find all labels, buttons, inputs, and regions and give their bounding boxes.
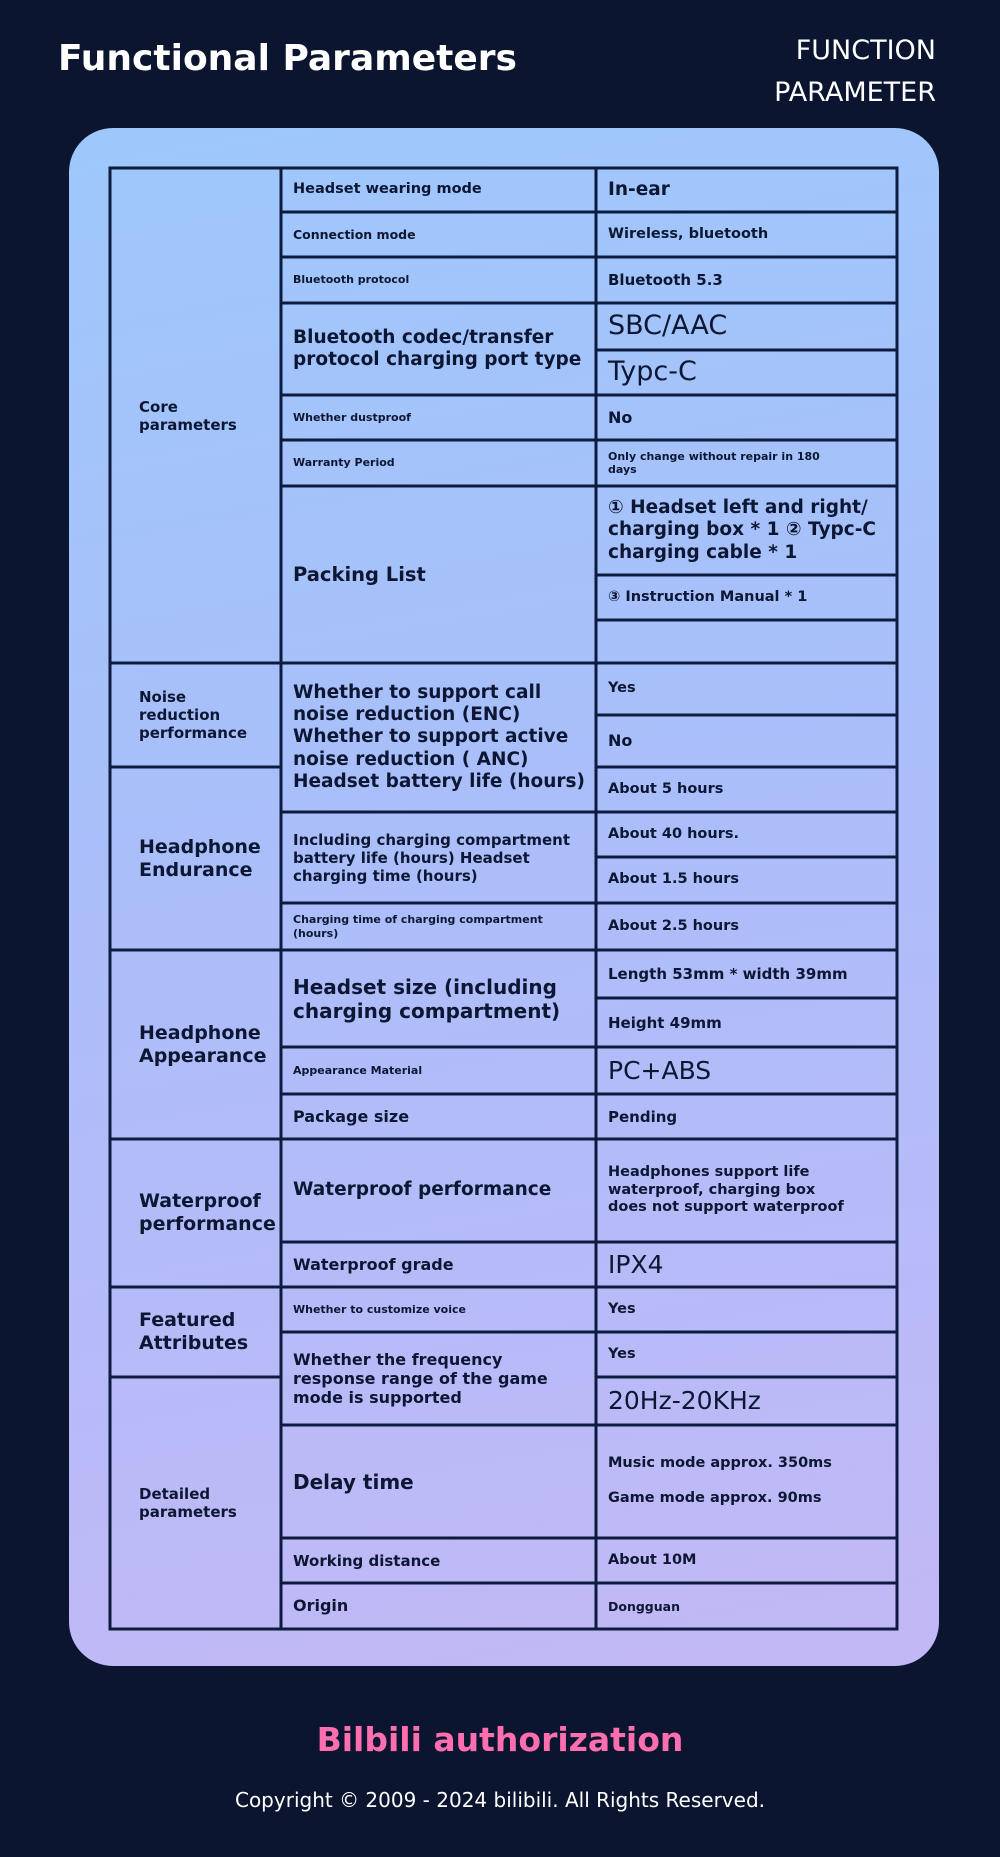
value-waterproof-performance: Headphones support life waterproof, charging box does not support waterproof [608,1164,844,1216]
value-working-distance: About 10M [608,1551,697,1568]
value-enc-support: Yes [608,680,636,697]
param-codec-port: Bluetooth codec/transfer protocol charging port type [293,326,582,370]
param-waterproof-performance: Waterproof performance [293,1179,552,1201]
param-waterproof-grade: Waterproof grade [293,1254,454,1274]
param-delay-time: Delay time [293,1469,414,1494]
param-compartment-charging: Charging time of charging compartment (hours) [293,913,543,940]
value-material: PC+ABS [608,1055,712,1085]
value-waterproof-grade: IPX4 [608,1249,664,1279]
value-wearing-mode: In-ear [608,178,670,200]
param-compartment-battery: Including charging compartment battery life (hours) Headset charging time (hours) [293,830,571,885]
category-noise-reduction: Noise reduction performance [139,688,248,742]
value-anc-support: No [608,731,633,751]
value-headset-charging: About 1.5 hours [608,871,739,888]
value-bluetooth-protocol: Bluetooth 5.3 [608,271,723,289]
value-game-mode-support: Yes [608,1345,636,1362]
value-origin: Dongguan [608,1598,680,1614]
page-title: Functional Parameters [58,38,517,79]
value-customize-voice: Yes [608,1300,636,1317]
value-package-size: Pending [608,1107,678,1126]
value-packing-list-2: ③ Instruction Manual * 1 [608,588,808,605]
value-frequency-range: 20Hz-20KHz [608,1386,761,1415]
param-packing-list: Packing List [293,562,426,586]
value-warranty: Only change without repair in 180 days [608,449,820,476]
param-connection-mode: Connection mode [293,227,416,242]
param-frequency-response: Whether the frequency response range of the game mode is supported [293,1349,548,1408]
category-detailed: Detailed parameters [139,1485,237,1521]
param-noise-battery: Whether to support call noise reduction (ENC) Whether to support active noise reduction ( ANC) Headset battery life (hours) [293,682,585,792]
value-size-height: Height 49mm [608,1013,722,1032]
copyright-text: Copyright © 2009 - 2024 bilibili. All Rights Reserved. [234,1788,765,1812]
param-origin: Origin [293,1596,349,1616]
category-endurance: Headphone Endurance [139,835,261,881]
brand-text: Bilbili authorization [316,1720,684,1759]
value-packing-list-1: ① Headset left and right/ charging box * 1 ② Typc-C charging cable * 1 [608,497,876,563]
param-working-distance: Working distance [293,1551,441,1570]
page-subtitle: FUNCTION PARAMETER [774,35,936,108]
param-appearance-material: Appearance Material [293,1063,423,1077]
param-customize-voice: Whether to customize voice [293,1302,466,1316]
value-size-length-width: Length 53mm * width 39mm [608,965,848,983]
value-delay-time: Music mode approx. 350ms Game mode approx. 90ms [608,1455,832,1507]
category-featured: Featured Attributes [139,1309,249,1354]
param-warranty: Warranty Period [293,456,395,470]
value-port-type: Typc-C [608,356,697,388]
param-dustproof: Whether dustproof [293,410,411,424]
value-dustproof: No [608,407,633,427]
value-compartment-charging: About 2.5 hours [608,917,739,934]
param-headset-size: Headset size (including charging compartment) [293,974,561,1023]
category-core: Core parameters [139,397,237,434]
value-compartment-battery: About 40 hours. [608,825,739,842]
category-waterproof: Waterproof performance [139,1190,276,1235]
param-package-size: Package size [293,1106,410,1126]
value-connection-mode: Wireless, bluetooth [608,225,769,242]
param-bluetooth-protocol: Bluetooth protocol [293,273,410,287]
value-headset-battery: About 5 hours [608,780,724,797]
category-appearance: Headphone Appearance [139,1021,267,1067]
value-codec: SBC/AAC [608,310,728,342]
param-wearing-mode: Headset wearing mode [293,181,482,198]
